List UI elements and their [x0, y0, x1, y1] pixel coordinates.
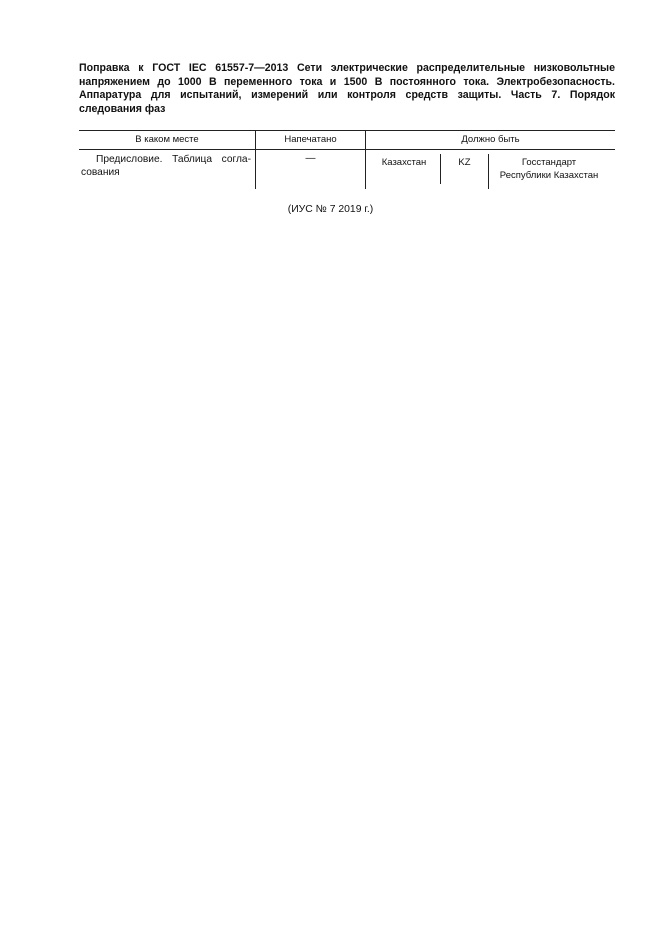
header-should-be: Должно быть	[461, 134, 520, 145]
correction-title	[79, 62, 615, 116]
title-line-4: следования фаз	[79, 102, 166, 115]
header-place: В каком месте	[135, 134, 199, 145]
cell-body	[483, 157, 615, 182]
cell-place-line-2: сования	[81, 166, 120, 178]
cell-printed: —	[305, 153, 316, 164]
cell-body-line-2: Республики Казахстан	[499, 169, 599, 181]
cell-place-line-1: Предисловие. Таблица согла-	[96, 154, 251, 165]
header-printed: Напечатано	[284, 134, 337, 145]
title-line-1: Поправка к ГОСТ IEC 61557-7—2013 Сети электрические распределительные низковольтные	[79, 62, 615, 74]
cell-place	[81, 154, 251, 179]
cell-code: KZ	[458, 157, 471, 168]
cell-body-line-1: Госстандарт	[521, 157, 577, 168]
table-header-rule	[79, 149, 615, 150]
cell-country: Казахстан	[381, 157, 427, 168]
publication-reference: (ИУС № 7 2019 г.)	[287, 204, 374, 215]
title-line-2: напряжением до 1000 В переменного тока и 1500 В постоянного тока. Электробезопасность.	[79, 75, 615, 88]
title-line-3: Аппаратура для испытаний, измерений или контроля средств защиты. Часть 7. Порядок	[79, 89, 615, 102]
correction-table	[79, 130, 615, 189]
